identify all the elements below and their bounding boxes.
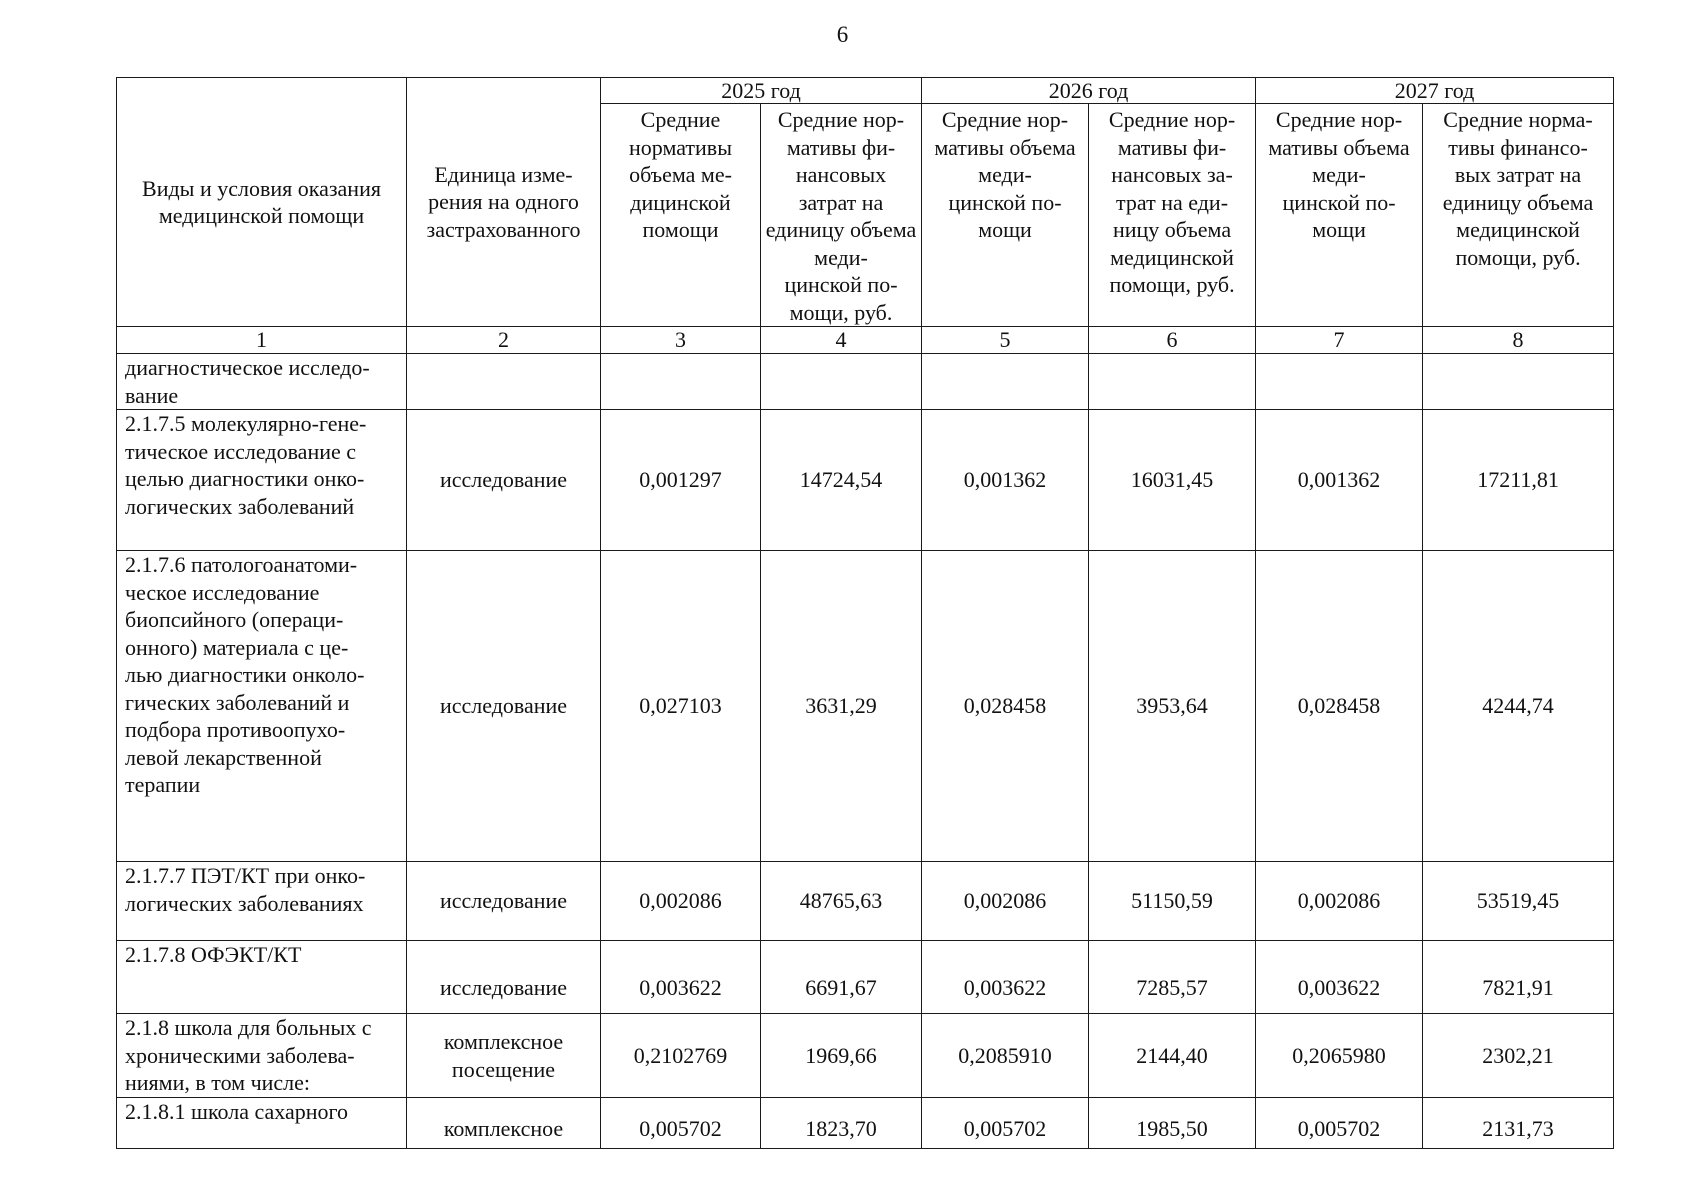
row-value: 1969,66: [761, 1014, 922, 1098]
row-value: 1985,50: [1089, 1098, 1256, 1149]
column-number: 3: [601, 327, 761, 354]
row-value: 6691,67: [761, 941, 922, 1014]
header-volume-2025: Средние нормативы объема ме- дицинской помощи: [601, 104, 761, 327]
header-cost-2027: Средние норма- тивы финансо- вых затрат на единицу объема медицинской помощи, руб.: [1423, 104, 1614, 327]
row-value: 7821,91: [1423, 941, 1614, 1014]
row-unit: комплексное посещение: [407, 1014, 601, 1098]
row-value: 0,002086: [601, 862, 761, 941]
row-value: 0,003622: [601, 941, 761, 1014]
row-value: 3631,29: [761, 551, 922, 862]
row-value: 0,005702: [922, 1098, 1089, 1149]
row-value: 0,028458: [1256, 551, 1423, 862]
row-value: 0,002086: [922, 862, 1089, 941]
header-care-types-text: Виды и условия оказания медицинской помощи: [142, 175, 381, 228]
row-value: 3953,64: [1089, 551, 1256, 862]
row-label: 2.1.7.5 молекулярно-гене- тическое исследование с целью диагностики онко- логических заболеваний: [117, 410, 407, 551]
header-volume-2027: Средние нор- мативы объема меди- цинской по- мощи: [1256, 104, 1423, 327]
row-label: 2.1.7.7 ПЭТ/КТ при онко- логических заболеваниях: [117, 862, 407, 941]
header-unit-text: Единица изме- рения на одного застрахованного: [426, 161, 581, 242]
row-value: 0,003622: [922, 941, 1089, 1014]
row-value: [761, 354, 922, 410]
table-row: [117, 941, 1614, 1014]
row-value: 48765,63: [761, 862, 922, 941]
header-year-2026: 2026 год: [922, 78, 1256, 104]
row-unit: [407, 354, 601, 410]
row-value: 2131,73: [1423, 1098, 1614, 1149]
row-value: 0,001362: [1256, 410, 1423, 551]
row-value: 17211,81: [1423, 410, 1614, 551]
header-year-2025: 2025 год: [601, 78, 922, 104]
header-unit: [407, 78, 601, 327]
row-unit: исследование: [407, 862, 601, 941]
row-value: 0,001362: [922, 410, 1089, 551]
table-row: [117, 551, 1614, 862]
row-unit: исследование: [407, 551, 601, 862]
column-number: 5: [922, 327, 1089, 354]
row-label: 2.1.8 школа для больных с хроническими заболева- ниями, в том числе:: [117, 1014, 407, 1098]
column-number: 8: [1423, 327, 1614, 354]
row-value: [1423, 354, 1614, 410]
table-row: [117, 1014, 1614, 1098]
row-value: 4244,74: [1423, 551, 1614, 862]
row-value: [922, 354, 1089, 410]
row-value: 2302,21: [1423, 1014, 1614, 1098]
row-value: [601, 354, 761, 410]
row-value: 51150,59: [1089, 862, 1256, 941]
header-care-types: [117, 78, 407, 327]
row-label: диагностическое исследо- вание: [117, 354, 407, 410]
table-row: [117, 1098, 1614, 1149]
header-year-row: [117, 78, 1614, 104]
row-value: 14724,54: [761, 410, 922, 551]
page-number: 6: [836, 22, 849, 47]
column-number-row: [117, 327, 1614, 354]
column-number: 4: [761, 327, 922, 354]
header-year-2027: 2027 год: [1256, 78, 1614, 104]
row-value: 0,003622: [1256, 941, 1423, 1014]
row-value: 7285,57: [1089, 941, 1256, 1014]
row-label: 2.1.8.1 школа сахарного: [117, 1098, 407, 1149]
row-value: 0,027103: [601, 551, 761, 862]
row-value: 2144,40: [1089, 1014, 1256, 1098]
row-label: 2.1.7.6 патологоанатоми- ческое исследование биопсийного (операци- онного) материала с це- лью диагностики онколо- гических заболеваний и подбора противоопухо- левой лекарственной терапии: [117, 551, 407, 862]
row-value: 0,005702: [1256, 1098, 1423, 1149]
row-value: 53519,45: [1423, 862, 1614, 941]
table-row: [117, 354, 1614, 410]
header-volume-2026: Средние нор- мативы объема меди- цинской по- мощи: [922, 104, 1089, 327]
header-cost-2026: Средние нор- мативы фи- нансовых за- трат на еди- ницу объема медицинской помощи, руб.: [1089, 104, 1256, 327]
norms-table: [116, 77, 1614, 1149]
column-number: 1: [117, 327, 407, 354]
header-cost-2025: Средние нор- мативы фи- нансовых затрат на единицу объема меди- цинской по- мощи, руб.: [761, 104, 922, 327]
table-row: [117, 862, 1614, 941]
row-label: 2.1.7.8 ОФЭКТ/КТ: [117, 941, 407, 1014]
row-value: 0,2085910: [922, 1014, 1089, 1098]
row-value: 0,005702: [601, 1098, 761, 1149]
row-value: 16031,45: [1089, 410, 1256, 551]
row-unit: исследование: [407, 410, 601, 551]
row-value: [1089, 354, 1256, 410]
column-number: 6: [1089, 327, 1256, 354]
row-unit: исследование: [407, 941, 601, 1014]
row-value: 0,2102769: [601, 1014, 761, 1098]
row-value: 1823,70: [761, 1098, 922, 1149]
row-unit: комплексное: [407, 1098, 601, 1149]
row-value: [1256, 354, 1423, 410]
row-value: 0,001297: [601, 410, 761, 551]
column-number: 7: [1256, 327, 1423, 354]
row-value: 0,2065980: [1256, 1014, 1423, 1098]
row-value: 0,002086: [1256, 862, 1423, 941]
row-value: 0,028458: [922, 551, 1089, 862]
column-number: 2: [407, 327, 601, 354]
table-row: [117, 410, 1614, 551]
